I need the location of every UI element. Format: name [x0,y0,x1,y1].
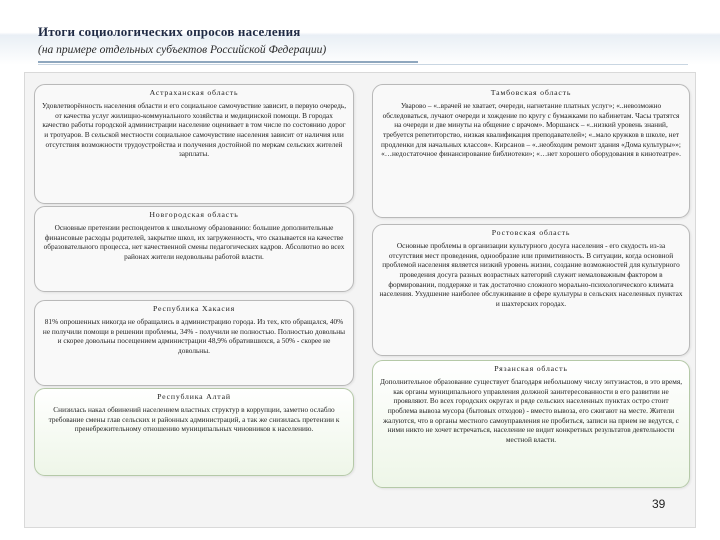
card-khakassia [34,300,354,386]
card-rostov [372,224,690,356]
page-number: 39 [652,497,666,511]
card-novgorod-title: Новгородская область [149,210,239,219]
title-underline [38,61,418,63]
card-astrakhan-title: Астраханская область [149,88,239,97]
card-novgorod [34,206,354,292]
card-astrakhan [34,84,354,204]
card-ryazan-text: Дополнительное образование существует благодаря небольшому числу энтузиастов, в это время, как органы муниципального управления должной заинтересованности в его развитии не проявляют. Во всех городских округах и ряде сельских населенных пунктах остро стоит проблема вывоза мусора (бытовых отходов) - вместо вывоза, его сжигают на месте. Жители жалуются, что в органы местного самоуправления не пробиться, записи на прием не ведутся, с ними никто не хочет встречаться, население не видит конкретных результатов деятельности местной власти. [379,377,683,444]
page-title: Итоги социологических опросов населения [38,24,301,39]
card-astrakhan-text: Удовлетворённость населения области и его социальное самочувствие зависит, в первую очередь, от качества услуг жилищно-коммунального хозяйства и медицинской помощи. В городах качество работы городской администрации население оценивает в том числе по состоянию дорог и тротуаров. В сельской местности социальное самочувствие населения зависит от наличия или отсутствия возможности трудоустройства и получения достойной по меркам сельских жителей зарплаты. [41,101,347,159]
card-tambov-title: Тамбовская область [490,88,572,97]
card-altai-text: Снизилась накал обвинений населением властных структур в коррупции, заметно ослабло требование смены глав сельских и районных администраций, а так же снизилась претензии к пренебрежительному отношению муниципальных чиновников к населению. [48,405,340,434]
page-subtitle: (на примере отдельных субъектов Российской Федерации) [38,44,327,56]
card-ryazan-title: Рязанская область [494,364,568,373]
card-rostov-title: Ростовская область [491,228,571,237]
card-tambov-text: Уварово – «..врачей не хватает, очереди, нагнетание платных услуг»; «..невозможно обследоваться, лучают очереди и хождение по кругу с бумажками по кабинетам. Часы тратятся на очереди и две минуты на общение с врачом». Моршанск – «..низкий уровень знаний, требуется репетиторство, низкая квалификация преподавателей»; «..мало кружков в школе, нет продленки для начальных классов». Кирсанов – «..необходим ремонт здания «Дома культуры»»; «…недостаточное финансирование библиотеки»; «…нет хорошего оборудования в кинотеатре». [381,101,681,159]
card-ryazan [372,360,690,488]
card-altai-title: Республика Алтай [157,392,231,401]
card-tambov [372,84,690,218]
card-novgorod-text: Основные претензии респондентов к школьному образованию: большие дополнительные финансовые расходы родителей, закрытие школ, их загруженность, что сказывается на качестве образовательного процесса, нет качественной смены педагогических кадров. Абсолютно во всех районах жители недовольны работой власти. [43,223,345,261]
card-altai [34,388,354,476]
header-divider [38,64,688,65]
card-khakassia-title: Республика Хакасия [152,304,236,313]
card-khakassia-text: 81% опрошенных никогда не обращались в администрацию города. Из тех, кто обращался, 40% не получили помощи в решении проблемы, 34% - получили не полностью. Полностью довольны и скорее довольны посещением администрации 48,9% обратившихся, а 50% - скорее не довольны. [42,317,346,355]
card-rostov-text: Основные проблемы в организации культурного досуга населения - его скудость из-за отсутствия мест проведения, однообразие или примитивность. В ситуации, когда основной проблемой населения является низкий уровень жизни, создание возможностей для культурного проведения досуга разных возрастных категорий служит немаловажным фактором в формировании, поддержке и так достаточно сложного морально-психологического климата населения. Ухудшение наиболее обслуживание в сфере культуры в сельских населенных пунктах и шахтерских городах. [379,241,683,308]
